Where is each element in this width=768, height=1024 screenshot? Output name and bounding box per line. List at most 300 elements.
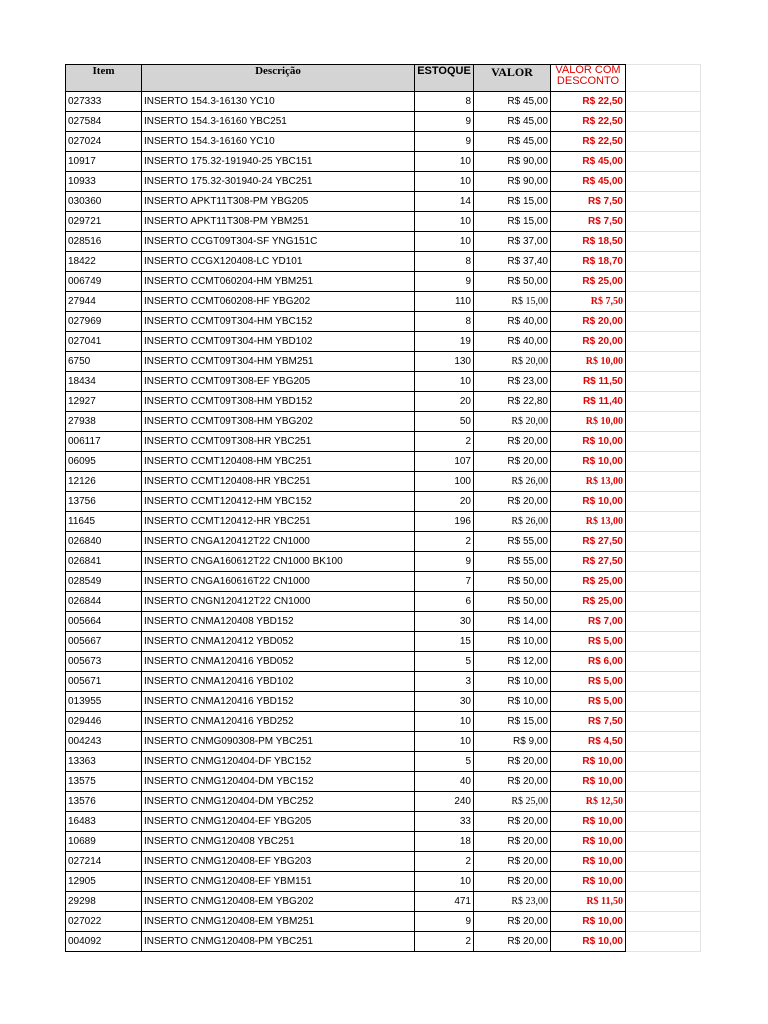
price-cell: R$ 15,00 bbox=[474, 212, 551, 232]
blank-cell bbox=[626, 472, 701, 492]
description-cell: INSERTO CNMG120404-DM YBC252 bbox=[142, 792, 415, 812]
price-cell: R$ 50,00 bbox=[474, 572, 551, 592]
price-cell: R$ 23,00 bbox=[474, 892, 551, 912]
stock-cell: 20 bbox=[415, 492, 474, 512]
item-cell: 18422 bbox=[66, 252, 142, 272]
description-cell: INSERTO CNMG120408-EM YBG202 bbox=[142, 892, 415, 912]
price-table bbox=[65, 64, 701, 952]
stock-cell: 2 bbox=[415, 932, 474, 952]
table-row bbox=[66, 132, 701, 152]
stock-cell: 2 bbox=[415, 852, 474, 872]
price-cell: R$ 20,00 bbox=[474, 412, 551, 432]
item-cell: 004092 bbox=[66, 932, 142, 952]
table-row bbox=[66, 412, 701, 432]
blank-cell bbox=[626, 872, 701, 892]
item-cell: 027041 bbox=[66, 332, 142, 352]
table-row bbox=[66, 232, 701, 252]
item-cell: 29298 bbox=[66, 892, 142, 912]
stock-cell: 50 bbox=[415, 412, 474, 432]
discount-price-cell: R$ 11,40 bbox=[551, 392, 626, 412]
description-cell: INSERTO CNMG120408-EF YBM151 bbox=[142, 872, 415, 892]
item-cell: 027969 bbox=[66, 312, 142, 332]
discount-price-cell: R$ 10,00 bbox=[551, 432, 626, 452]
description-cell: INSERTO CCMT120412-HM YBC152 bbox=[142, 492, 415, 512]
price-cell: R$ 26,00 bbox=[474, 472, 551, 492]
description-cell: INSERTO CNMA120416 YBD252 bbox=[142, 712, 415, 732]
stock-cell: 471 bbox=[415, 892, 474, 912]
table-row bbox=[66, 172, 701, 192]
discount-price-cell: R$ 10,00 bbox=[551, 812, 626, 832]
stock-cell: 2 bbox=[415, 432, 474, 452]
item-cell: 005673 bbox=[66, 652, 142, 672]
blank-cell bbox=[626, 752, 701, 772]
price-cell: R$ 15,00 bbox=[474, 292, 551, 312]
price-cell: R$ 12,00 bbox=[474, 652, 551, 672]
discount-price-cell: R$ 11,50 bbox=[551, 892, 626, 912]
stock-cell: 7 bbox=[415, 572, 474, 592]
stock-cell: 20 bbox=[415, 392, 474, 412]
table-row bbox=[66, 612, 701, 632]
blank-cell bbox=[626, 312, 701, 332]
item-cell: 005664 bbox=[66, 612, 142, 632]
discount-price-cell: R$ 7,50 bbox=[551, 292, 626, 312]
item-cell: 026844 bbox=[66, 592, 142, 612]
blank-cell bbox=[626, 792, 701, 812]
table-row bbox=[66, 552, 701, 572]
description-cell: INSERTO CNMA120412 YBD052 bbox=[142, 632, 415, 652]
blank-cell bbox=[626, 912, 701, 932]
table-row bbox=[66, 872, 701, 892]
discount-price-cell: R$ 12,50 bbox=[551, 792, 626, 812]
price-cell: R$ 20,00 bbox=[474, 812, 551, 832]
description-cell: INSERTO CCMT060204-HM YBM251 bbox=[142, 272, 415, 292]
table-row bbox=[66, 852, 701, 872]
description-cell: INSERTO CCGT09T304-SF YNG151C bbox=[142, 232, 415, 252]
table-row bbox=[66, 692, 701, 712]
stock-cell: 30 bbox=[415, 692, 474, 712]
blank-cell bbox=[626, 812, 701, 832]
table-row bbox=[66, 152, 701, 172]
price-cell: R$ 45,00 bbox=[474, 112, 551, 132]
blank-cell bbox=[626, 252, 701, 272]
item-cell: 028549 bbox=[66, 572, 142, 592]
blank-cell bbox=[626, 172, 701, 192]
price-cell: R$ 10,00 bbox=[474, 632, 551, 652]
description-cell: INSERTO CNMG090308-PM YBC251 bbox=[142, 732, 415, 752]
discount-price-cell: R$ 10,00 bbox=[551, 772, 626, 792]
price-cell: R$ 20,00 bbox=[474, 932, 551, 952]
table-row bbox=[66, 752, 701, 772]
price-cell: R$ 20,00 bbox=[474, 912, 551, 932]
price-cell: R$ 37,00 bbox=[474, 232, 551, 252]
blank-cell bbox=[626, 612, 701, 632]
discount-price-cell: R$ 5,00 bbox=[551, 632, 626, 652]
blank-cell bbox=[626, 832, 701, 852]
table-row bbox=[66, 572, 701, 592]
price-cell: R$ 37,40 bbox=[474, 252, 551, 272]
blank-cell bbox=[626, 932, 701, 952]
table-row bbox=[66, 632, 701, 652]
table-row bbox=[66, 932, 701, 952]
table-row bbox=[66, 452, 701, 472]
stock-cell: 3 bbox=[415, 672, 474, 692]
price-list-sheet bbox=[65, 64, 701, 952]
table-row bbox=[66, 432, 701, 452]
stock-cell: 9 bbox=[415, 552, 474, 572]
item-cell: 028516 bbox=[66, 232, 142, 252]
table-row bbox=[66, 532, 701, 552]
stock-cell: 240 bbox=[415, 792, 474, 812]
description-cell: INSERTO CCMT09T308-EF YBG205 bbox=[142, 372, 415, 392]
stock-cell: 2 bbox=[415, 532, 474, 552]
blank-cell bbox=[626, 892, 701, 912]
blank-cell bbox=[626, 652, 701, 672]
blank-cell bbox=[626, 332, 701, 352]
table-row bbox=[66, 832, 701, 852]
blank-cell bbox=[626, 152, 701, 172]
blank-cell bbox=[626, 672, 701, 692]
price-cell: R$ 50,00 bbox=[474, 272, 551, 292]
stock-cell: 10 bbox=[415, 212, 474, 232]
price-cell: R$ 20,00 bbox=[474, 492, 551, 512]
stock-cell: 14 bbox=[415, 192, 474, 212]
table-row bbox=[66, 392, 701, 412]
table-row bbox=[66, 672, 701, 692]
discount-price-cell: R$ 25,00 bbox=[551, 592, 626, 612]
header-row bbox=[66, 65, 701, 92]
table-row bbox=[66, 112, 701, 132]
item-cell: 027584 bbox=[66, 112, 142, 132]
discount-price-cell: R$ 7,50 bbox=[551, 212, 626, 232]
stock-cell: 10 bbox=[415, 232, 474, 252]
stock-cell: 10 bbox=[415, 372, 474, 392]
discount-price-cell: R$ 22,50 bbox=[551, 92, 626, 112]
header-descricao: Descrição bbox=[142, 65, 415, 92]
item-cell: 027333 bbox=[66, 92, 142, 112]
discount-price-cell: R$ 10,00 bbox=[551, 492, 626, 512]
stock-cell: 30 bbox=[415, 612, 474, 632]
blank-cell bbox=[626, 512, 701, 532]
description-cell: INSERTO CCMT09T308-HM YBG202 bbox=[142, 412, 415, 432]
description-cell: INSERTO CNMG120408-EF YBG203 bbox=[142, 852, 415, 872]
blank-cell bbox=[626, 552, 701, 572]
description-cell: INSERTO CCMT060208-HF YBG202 bbox=[142, 292, 415, 312]
blank-cell bbox=[626, 112, 701, 132]
stock-cell: 9 bbox=[415, 272, 474, 292]
price-cell: R$ 15,00 bbox=[474, 192, 551, 212]
stock-cell: 8 bbox=[415, 252, 474, 272]
blank-cell bbox=[626, 352, 701, 372]
description-cell: INSERTO CNMG120408-EM YBM251 bbox=[142, 912, 415, 932]
discount-price-cell: R$ 10,00 bbox=[551, 912, 626, 932]
discount-price-cell: R$ 11,50 bbox=[551, 372, 626, 392]
stock-cell: 15 bbox=[415, 632, 474, 652]
price-cell: R$ 55,00 bbox=[474, 552, 551, 572]
price-cell: R$ 26,00 bbox=[474, 512, 551, 532]
description-cell: INSERTO APKT11T308-PM YBM251 bbox=[142, 212, 415, 232]
table-row bbox=[66, 312, 701, 332]
price-cell: R$ 10,00 bbox=[474, 692, 551, 712]
price-cell: R$ 20,00 bbox=[474, 832, 551, 852]
discount-price-cell: R$ 10,00 bbox=[551, 832, 626, 852]
item-cell: 13576 bbox=[66, 792, 142, 812]
item-cell: 005671 bbox=[66, 672, 142, 692]
item-cell: 029721 bbox=[66, 212, 142, 232]
blank-cell bbox=[626, 632, 701, 652]
table-row bbox=[66, 812, 701, 832]
blank-cell bbox=[626, 412, 701, 432]
item-cell: 10933 bbox=[66, 172, 142, 192]
item-cell: 026841 bbox=[66, 552, 142, 572]
table-row bbox=[66, 912, 701, 932]
table-row bbox=[66, 352, 701, 372]
blank-cell bbox=[626, 772, 701, 792]
description-cell: INSERTO CNMG120404-DM YBC152 bbox=[142, 772, 415, 792]
description-cell: INSERTO CCMT09T308-HR YBC251 bbox=[142, 432, 415, 452]
description-cell: INSERTO CNGA120412T22 CN1000 bbox=[142, 532, 415, 552]
description-cell: INSERTO CCGX120408-LC YD101 bbox=[142, 252, 415, 272]
blank-cell bbox=[626, 232, 701, 252]
price-cell: R$ 14,00 bbox=[474, 612, 551, 632]
discount-price-cell: R$ 5,00 bbox=[551, 672, 626, 692]
blank-cell bbox=[626, 392, 701, 412]
price-cell: R$ 20,00 bbox=[474, 352, 551, 372]
stock-cell: 9 bbox=[415, 132, 474, 152]
price-cell: R$ 20,00 bbox=[474, 772, 551, 792]
stock-cell: 18 bbox=[415, 832, 474, 852]
description-cell: INSERTO CCMT120408-HR YBC251 bbox=[142, 472, 415, 492]
stock-cell: 5 bbox=[415, 752, 474, 772]
table-row bbox=[66, 292, 701, 312]
item-cell: 12927 bbox=[66, 392, 142, 412]
item-cell: 10689 bbox=[66, 832, 142, 852]
price-cell: R$ 90,00 bbox=[474, 152, 551, 172]
table-row bbox=[66, 772, 701, 792]
discount-price-cell: R$ 18,70 bbox=[551, 252, 626, 272]
item-cell: 10917 bbox=[66, 152, 142, 172]
discount-price-cell: R$ 10,00 bbox=[551, 412, 626, 432]
item-cell: 027214 bbox=[66, 852, 142, 872]
discount-price-cell: R$ 10,00 bbox=[551, 932, 626, 952]
discount-price-cell: R$ 10,00 bbox=[551, 872, 626, 892]
item-cell: 13756 bbox=[66, 492, 142, 512]
stock-cell: 196 bbox=[415, 512, 474, 532]
description-cell: INSERTO 175.32-301940-24 YBC251 bbox=[142, 172, 415, 192]
header-valor: VALOR bbox=[474, 65, 551, 92]
discount-price-cell: R$ 7,50 bbox=[551, 192, 626, 212]
table-row bbox=[66, 512, 701, 532]
stock-cell: 9 bbox=[415, 112, 474, 132]
item-cell: 13575 bbox=[66, 772, 142, 792]
discount-price-cell: R$ 10,00 bbox=[551, 452, 626, 472]
discount-price-cell: R$ 25,00 bbox=[551, 572, 626, 592]
blank-cell bbox=[626, 492, 701, 512]
blank-cell bbox=[626, 532, 701, 552]
description-cell: INSERTO CNGA160616T22 CN1000 bbox=[142, 572, 415, 592]
item-cell: 16483 bbox=[66, 812, 142, 832]
table-row bbox=[66, 92, 701, 112]
blank-cell bbox=[626, 272, 701, 292]
item-cell: 029446 bbox=[66, 712, 142, 732]
description-cell: INSERTO CCMT120412-HR YBC251 bbox=[142, 512, 415, 532]
blank-cell bbox=[626, 572, 701, 592]
header-item: Item bbox=[66, 65, 142, 92]
stock-cell: 19 bbox=[415, 332, 474, 352]
stock-cell: 8 bbox=[415, 92, 474, 112]
blank-cell bbox=[626, 452, 701, 472]
discount-price-cell: R$ 20,00 bbox=[551, 332, 626, 352]
description-cell: INSERTO 154.3-16160 YC10 bbox=[142, 132, 415, 152]
stock-cell: 110 bbox=[415, 292, 474, 312]
description-cell: INSERTO CNMA120408 YBD152 bbox=[142, 612, 415, 632]
discount-price-cell: R$ 10,00 bbox=[551, 752, 626, 772]
stock-cell: 9 bbox=[415, 912, 474, 932]
price-cell: R$ 9,00 bbox=[474, 732, 551, 752]
discount-price-cell: R$ 18,50 bbox=[551, 232, 626, 252]
table-row bbox=[66, 492, 701, 512]
item-cell: 13363 bbox=[66, 752, 142, 772]
price-cell: R$ 25,00 bbox=[474, 792, 551, 812]
header-valor-desconto: VALOR COM DESCONTO bbox=[551, 65, 626, 92]
stock-cell: 10 bbox=[415, 872, 474, 892]
price-cell: R$ 40,00 bbox=[474, 332, 551, 352]
item-cell: 27944 bbox=[66, 292, 142, 312]
discount-price-cell: R$ 45,00 bbox=[551, 172, 626, 192]
discount-price-cell: R$ 6,00 bbox=[551, 652, 626, 672]
table-row bbox=[66, 652, 701, 672]
price-cell: R$ 10,00 bbox=[474, 672, 551, 692]
blank-cell bbox=[626, 692, 701, 712]
description-cell: INSERTO 175.32-191940-25 YBC151 bbox=[142, 152, 415, 172]
stock-cell: 33 bbox=[415, 812, 474, 832]
price-cell: R$ 45,00 bbox=[474, 132, 551, 152]
item-cell: 030360 bbox=[66, 192, 142, 212]
item-cell: 027022 bbox=[66, 912, 142, 932]
blank-cell bbox=[626, 592, 701, 612]
discount-price-cell: R$ 20,00 bbox=[551, 312, 626, 332]
price-cell: R$ 20,00 bbox=[474, 452, 551, 472]
discount-price-cell: R$ 7,50 bbox=[551, 712, 626, 732]
table-row bbox=[66, 212, 701, 232]
stock-cell: 10 bbox=[415, 732, 474, 752]
discount-price-cell: R$ 27,50 bbox=[551, 532, 626, 552]
price-cell: R$ 45,00 bbox=[474, 92, 551, 112]
price-cell: R$ 55,00 bbox=[474, 532, 551, 552]
description-cell: INSERTO CNMG120408-PM YBC251 bbox=[142, 932, 415, 952]
table-row bbox=[66, 272, 701, 292]
description-cell: INSERTO CCMT09T304-HM YBM251 bbox=[142, 352, 415, 372]
blank-cell bbox=[626, 192, 701, 212]
stock-cell: 10 bbox=[415, 152, 474, 172]
item-cell: 27938 bbox=[66, 412, 142, 432]
item-cell: 005667 bbox=[66, 632, 142, 652]
discount-price-cell: R$ 13,00 bbox=[551, 512, 626, 532]
blank-cell bbox=[626, 212, 701, 232]
discount-price-cell: R$ 13,00 bbox=[551, 472, 626, 492]
item-cell: 006749 bbox=[66, 272, 142, 292]
price-cell: R$ 50,00 bbox=[474, 592, 551, 612]
stock-cell: 130 bbox=[415, 352, 474, 372]
table-row bbox=[66, 192, 701, 212]
stock-cell: 100 bbox=[415, 472, 474, 492]
discount-price-cell: R$ 10,00 bbox=[551, 852, 626, 872]
description-cell: INSERTO CNMA120416 YBD052 bbox=[142, 652, 415, 672]
table-row bbox=[66, 332, 701, 352]
discount-price-cell: R$ 4,50 bbox=[551, 732, 626, 752]
description-cell: INSERTO CCMT09T304-HM YBD102 bbox=[142, 332, 415, 352]
discount-price-cell: R$ 22,50 bbox=[551, 112, 626, 132]
description-cell: INSERTO 154.3-16130 YC10 bbox=[142, 92, 415, 112]
discount-price-cell: R$ 7,00 bbox=[551, 612, 626, 632]
item-cell: 6750 bbox=[66, 352, 142, 372]
table-row bbox=[66, 712, 701, 732]
description-cell: INSERTO 154.3-16160 YBC251 bbox=[142, 112, 415, 132]
blank-cell bbox=[626, 432, 701, 452]
item-cell: 11645 bbox=[66, 512, 142, 532]
header-blank bbox=[626, 65, 701, 92]
price-cell: R$ 15,00 bbox=[474, 712, 551, 732]
table-row bbox=[66, 472, 701, 492]
description-cell: INSERTO CCMT09T308-HM YBD152 bbox=[142, 392, 415, 412]
price-cell: R$ 90,00 bbox=[474, 172, 551, 192]
description-cell: INSERTO CNMG120404-DF YBC152 bbox=[142, 752, 415, 772]
blank-cell bbox=[626, 132, 701, 152]
stock-cell: 10 bbox=[415, 172, 474, 192]
stock-cell: 40 bbox=[415, 772, 474, 792]
price-cell: R$ 23,00 bbox=[474, 372, 551, 392]
description-cell: INSERTO CNMA120416 YBD152 bbox=[142, 692, 415, 712]
item-cell: 004243 bbox=[66, 732, 142, 752]
item-cell: 006117 bbox=[66, 432, 142, 452]
discount-price-cell: R$ 5,00 bbox=[551, 692, 626, 712]
description-cell: INSERTO CNMG120404-EF YBG205 bbox=[142, 812, 415, 832]
stock-cell: 6 bbox=[415, 592, 474, 612]
table-row bbox=[66, 592, 701, 612]
description-cell: INSERTO CCMT09T304-HM YBC152 bbox=[142, 312, 415, 332]
price-cell: R$ 20,00 bbox=[474, 752, 551, 772]
price-cell: R$ 20,00 bbox=[474, 432, 551, 452]
table-row bbox=[66, 792, 701, 812]
table-row bbox=[66, 732, 701, 752]
description-cell: INSERTO CNMA120416 YBD102 bbox=[142, 672, 415, 692]
stock-cell: 8 bbox=[415, 312, 474, 332]
item-cell: 013955 bbox=[66, 692, 142, 712]
blank-cell bbox=[626, 732, 701, 752]
stock-cell: 5 bbox=[415, 652, 474, 672]
item-cell: 026840 bbox=[66, 532, 142, 552]
discount-price-cell: R$ 25,00 bbox=[551, 272, 626, 292]
blank-cell bbox=[626, 712, 701, 732]
item-cell: 027024 bbox=[66, 132, 142, 152]
price-cell: R$ 20,00 bbox=[474, 872, 551, 892]
blank-cell bbox=[626, 852, 701, 872]
header-estoque: ESTOQUE bbox=[415, 65, 474, 92]
blank-cell bbox=[626, 372, 701, 392]
description-cell: INSERTO CNMG120408 YBC251 bbox=[142, 832, 415, 852]
discount-price-cell: R$ 27,50 bbox=[551, 552, 626, 572]
item-cell: 18434 bbox=[66, 372, 142, 392]
description-cell: INSERTO CNGN120412T22 CN1000 bbox=[142, 592, 415, 612]
discount-price-cell: R$ 22,50 bbox=[551, 132, 626, 152]
description-cell: INSERTO CNGA160612T22 CN1000 BK100 bbox=[142, 552, 415, 572]
table-row bbox=[66, 252, 701, 272]
stock-cell: 10 bbox=[415, 712, 474, 732]
price-cell: R$ 20,00 bbox=[474, 852, 551, 872]
description-cell: INSERTO CCMT120408-HM YBC251 bbox=[142, 452, 415, 472]
table-row bbox=[66, 892, 701, 912]
description-cell: INSERTO APKT11T308-PM YBG205 bbox=[142, 192, 415, 212]
stock-cell: 107 bbox=[415, 452, 474, 472]
